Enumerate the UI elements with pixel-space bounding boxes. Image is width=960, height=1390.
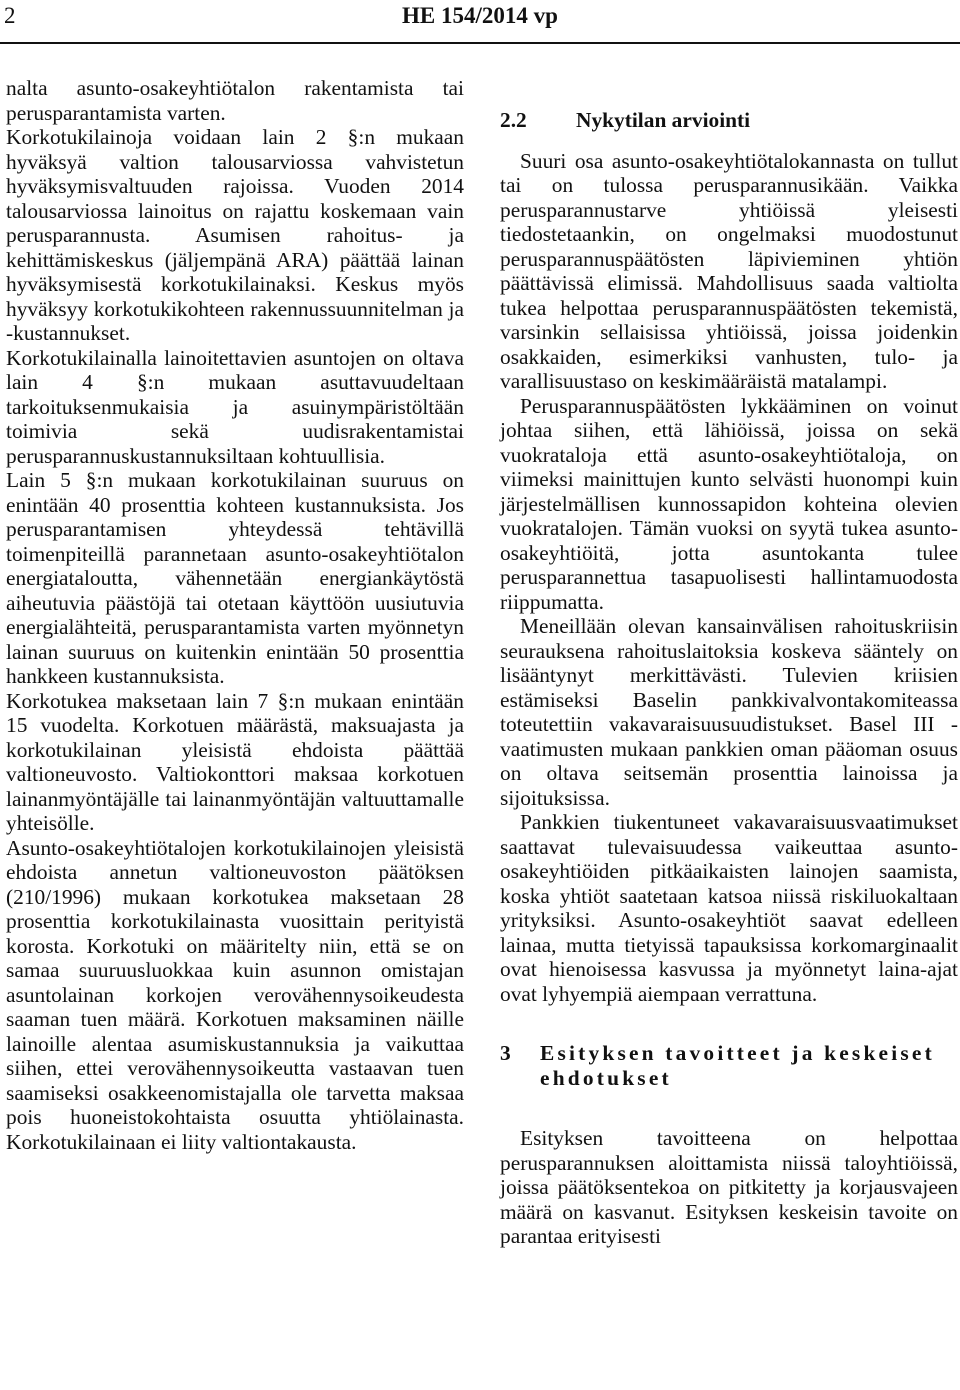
- section-heading-2-2: [500, 108, 958, 133]
- paragraph: Perusparannuspäätösten lykkääminen on voinut johtaa siihen, että lähiöissä, joissa on sekä vuokrataloja että asunto-osakeyhtiötaloja, on viimeksi mainittujen kunto selvästi huonompi kuin järjestelmällisen kunnossapidon kohteina olevien vuokratalojen. Tämän vuoksi on syytä tukea asunto-osakeyhtiöitä, jotta asuntokanta tulee perusparannettua tasapuolisesti hallintamuodosta riippumatta.: [500, 393, 958, 614]
- paragraph: Suuri osa asunto-osakeyhtiötalokannasta on tullut tai on tulossa perusparannusikään. Vaikka perusparannustarve yhtiöissä yleisesti tiedostetaankin, on ongelmaksi muodostunut perusparannuspäätösten läpivieminen yhtiön päättävissä elimissä. Mahdollisuus saada valtiolta tukea helpottaa perusparannuspäätösten tekemistä, varsinkin sellaisissa yhtiöissä, joissa joidenkin osakkaiden, esimerkiksi vanhusten, tulo- ja varallisuustaso on keskimääräistä matalampi.: [500, 148, 958, 393]
- right-column: [500, 76, 958, 1249]
- paragraph: Esityksen tavoitteena on helpottaa perusparannuksen aloittamista niissä taloyhtiöissä, joissa päätöksentekoa on pitkitetty ja korjausvajeen määrä on kasvanut. Esityksen keskeisin tavoite on parantaa erityisesti: [500, 1126, 958, 1248]
- header-rule: [0, 42, 960, 44]
- paragraph: Lain 5 §:n mukaan korkotukilainan suuruus on enintään 40 prosenttia kohteen kustannuksista. Jos perusparantamisen yhteydessä tehtävillä toimenpiteillä parannetaan asunto-osakeyhtiötalon energiataloutta, vähennetään energiankäytöstä aiheutuvia päästöjä tai otetaan käyttöön uusiutuvia energialähteitä, perusparantamista varten myönnetyn lainan suuruus on kuitenkin enintään 50 prosenttia hankkeen kustannuksista.: [6, 468, 464, 688]
- section-number: 2.2: [500, 108, 527, 132]
- page-number: 2: [4, 3, 16, 28]
- paragraph: Korkotukea maksetaan lain 7 §:n mukaan enintään 15 vuodelta. Korkotuen määrästä, maksuajasta ja korkotukilainan yleisistä ehdoista päättää valtioneuvosto. Valtiokonttori maksaa korkotuen lainanmyöntäjälle tai lainanmyöntäjän valtuuttamalle yhteisölle.: [6, 688, 464, 835]
- document-id: HE 154/2014 vp: [402, 3, 558, 28]
- section-title: Esityksen tavoitteet ja keskeiset ehdotukset: [540, 1041, 935, 1090]
- paragraph: nalta asunto-osakeyhtiötalon rakentamista tai perusparantamista varten.: [6, 76, 464, 125]
- page-header: [0, 0, 960, 44]
- section-title: Nykytilan arviointi: [576, 108, 751, 132]
- left-column: [6, 76, 464, 1154]
- paragraph: Asunto-osakeyhtiötalojen korkotukilainojen yleisistä ehdoista annetun valtioneuvoston päätöksen (210/1996) mukaan korkotukea maksetaan 28 prosenttia korkotukilainasta vuosittain perityistä korosta. Korkotuki on määritelty niin, että se on samaa suuruusluokkaa kuin asunnon omistajan asuntolainan korkojen verovähennysoikeudesta saaman tuen määrä. Korkotuen maksaminen näille lainoille alentaa asumiskustannuksia ja vaikuttaa siihen, ettei verovähennysoikeutta vastaavan tuen saamiseksi osakkeenomistajalla ole tarvetta maksaa pois huoneistokohtaista osuutta yhtiölainasta. Korkotukilainaan ei liity valtiontakausta.: [6, 835, 464, 1154]
- paragraph: Korkotukilainalla lainoitettavien asuntojen on oltava lain 4 §:n mukaan asuttavuudeltaan tarkoituksenmukaisia ja asuinympäristöltään toimivia sekä uudisrakentamistai perusparannuskustannuksiltaan kohtuullisia.: [6, 345, 464, 468]
- paragraph: Meneillään olevan kansainvälisen rahoituskriisin seurauksena rahoituslaitoksia koskeva sääntely on lisääntynyt merkittävästi. Tulevien kriisien estämiseksi Baselin pankkivalvontakomiteassa toteutettiin vakavaraisuusuudistukset. Basel III -vaatimusten mukaan pankkien oman pääoman osuus on oltava seitsemän prosenttia lainoissa ja sijoituksissa.: [500, 614, 958, 810]
- paragraph: Korkotukilainoja voidaan lain 2 §:n mukaan hyväksyä valtion talousarviossa vahvistetun hyväksymisvaltuuden rajoissa. Vuoden 2014 talousarviossa lainoitus on rajattu koskemaan vain perusparannusta. Asumisen rahoitus- ja kehittämiskeskus (jäljempänä ARA) päättää lainan hyväksymisestä korkotukilainaksi. Keskus myös hyväksyy korkotukikohteen rakennussuunnitelman ja -kustannukset.: [6, 125, 464, 345]
- section-number: 3: [500, 1041, 511, 1065]
- section-heading-3: [500, 1041, 958, 1090]
- paragraph: Pankkien tiukentuneet vakavaraisuusvaatimukset saattavat tulevaisuudessa vaikeuttaa asunto-osakeyhtiöiden pitkäaikaisten lainojen saamista, koska yhtiöt saatetaan katsoa niissä riskiluokaltaan yrityksiksi. Asunto-osakeyhtiöt saavat edelleen lainaa, mutta tietyissä tapauksissa korkomarginaalit ovat hienoisessa kasvussa ja myönnetyt laina-ajat ovat lyhyempiä aiempaan verrattuna.: [500, 810, 958, 1006]
